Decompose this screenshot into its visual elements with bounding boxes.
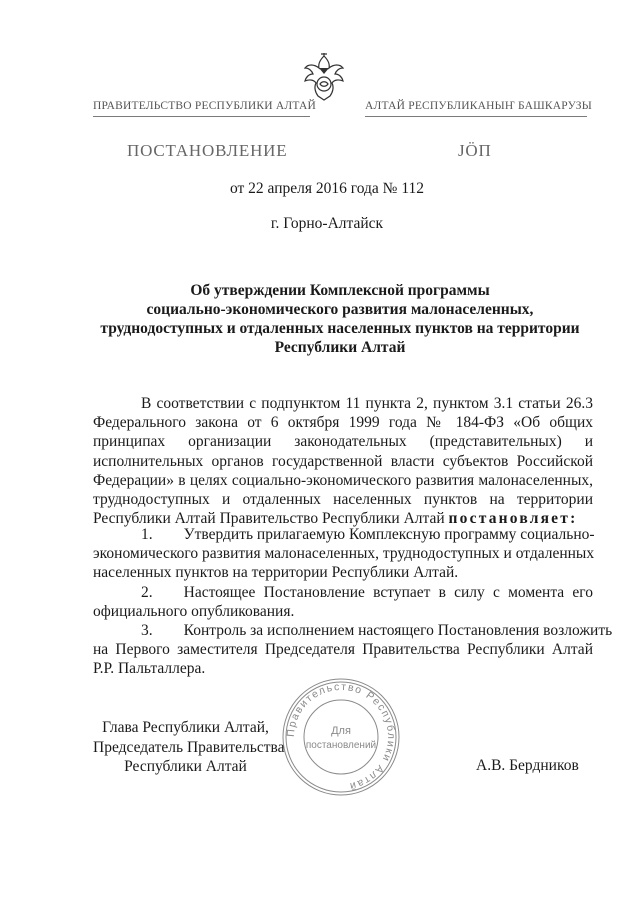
- doc-type-alt: JӦП: [458, 141, 492, 160]
- item-line: 3. Контроль за исполнением настоящего Постановления возложить: [141, 622, 613, 640]
- signatory-line: Глава Республики Алтай,: [102, 719, 269, 736]
- decree-items: [93, 525, 613, 679]
- document-title: [90, 281, 590, 357]
- signatory-line: Республики Алтай: [124, 758, 247, 775]
- decree-word: постановляет:: [448, 510, 578, 528]
- coat-of-arms-icon: [300, 52, 348, 104]
- doc-type-ru: ПОСТАНОВЛЕНИЕ: [127, 141, 288, 160]
- header-left-title: ПРАВИТЕЛЬСТВО РЕСПУБЛИКИ АЛТАЙ: [93, 100, 317, 112]
- item-line: 1. Утвердить прилагаемую Комплексную программу социально-: [141, 526, 595, 543]
- item-line: Р.Р. Пальталлера.: [93, 660, 206, 678]
- stamp-center-line2: постановлений: [305, 740, 377, 751]
- stamp-center-line1: Для: [331, 725, 351, 737]
- preamble-line: Федерального закона от 6 октября 1999 года № 184-ФЗ «Об общих: [93, 414, 593, 432]
- preamble-paragraph: [93, 394, 593, 528]
- signatory-line: Председатель Правительства: [93, 738, 285, 756]
- preamble-line: исполнительных органов государственной власти субъектов Российской: [93, 452, 593, 470]
- document-city: г. Горно-Алтайск: [270, 215, 384, 232]
- item-line: 2. Настоящее Постановление вступает в силу с момента его: [141, 583, 593, 601]
- title-line: Республики Алтай: [274, 339, 406, 356]
- header-right-title: АЛТАЙ РЕСПУБЛИКАНЫҤ БАШКАРУЗЫ: [365, 100, 592, 112]
- preamble-line: Федерации» в целях социально-экономического развития малонаселенных,: [93, 471, 593, 489]
- header-rule-right: [365, 116, 587, 117]
- signatory-title: [93, 718, 285, 777]
- title-line: труднодоступных и отдаленных населенных пунктов на территории: [100, 320, 580, 337]
- title-line: Об утверждении Комплексной программы: [190, 282, 490, 299]
- item-line: на Первого заместителя Председателя Правительства Республики Алтай: [93, 641, 593, 659]
- preamble-line: принципах организации законодательных (представительных) и: [93, 433, 593, 451]
- stamp-ring-text: Правительство Республики Алтай: [284, 680, 398, 793]
- document-date: от 22 апреля 2016 года № 112: [229, 180, 425, 197]
- title-line: социально-экономического развития малонаселенных,: [146, 301, 534, 318]
- item-line: населенных пунктов на территории Республики Алтай.: [93, 564, 459, 582]
- item-line: экономического развития малонаселенных, труднодоступных и отдаленных: [93, 545, 595, 563]
- preamble-line: В соответствии с подпунктом 11 пункта 2, пунктом 3.1 статьи 26.3: [141, 395, 593, 412]
- preamble-line: труднодоступных и отдаленных населенных пунктов на территории: [93, 491, 593, 509]
- official-stamp: [280, 676, 402, 798]
- signatory-name: А.В. Бердников: [476, 757, 579, 774]
- preamble-last-text: Республики Алтай Правительство Республики Алтай: [93, 510, 445, 528]
- header-rule-left: [93, 116, 310, 117]
- item-line: официального опубликования.: [93, 602, 295, 620]
